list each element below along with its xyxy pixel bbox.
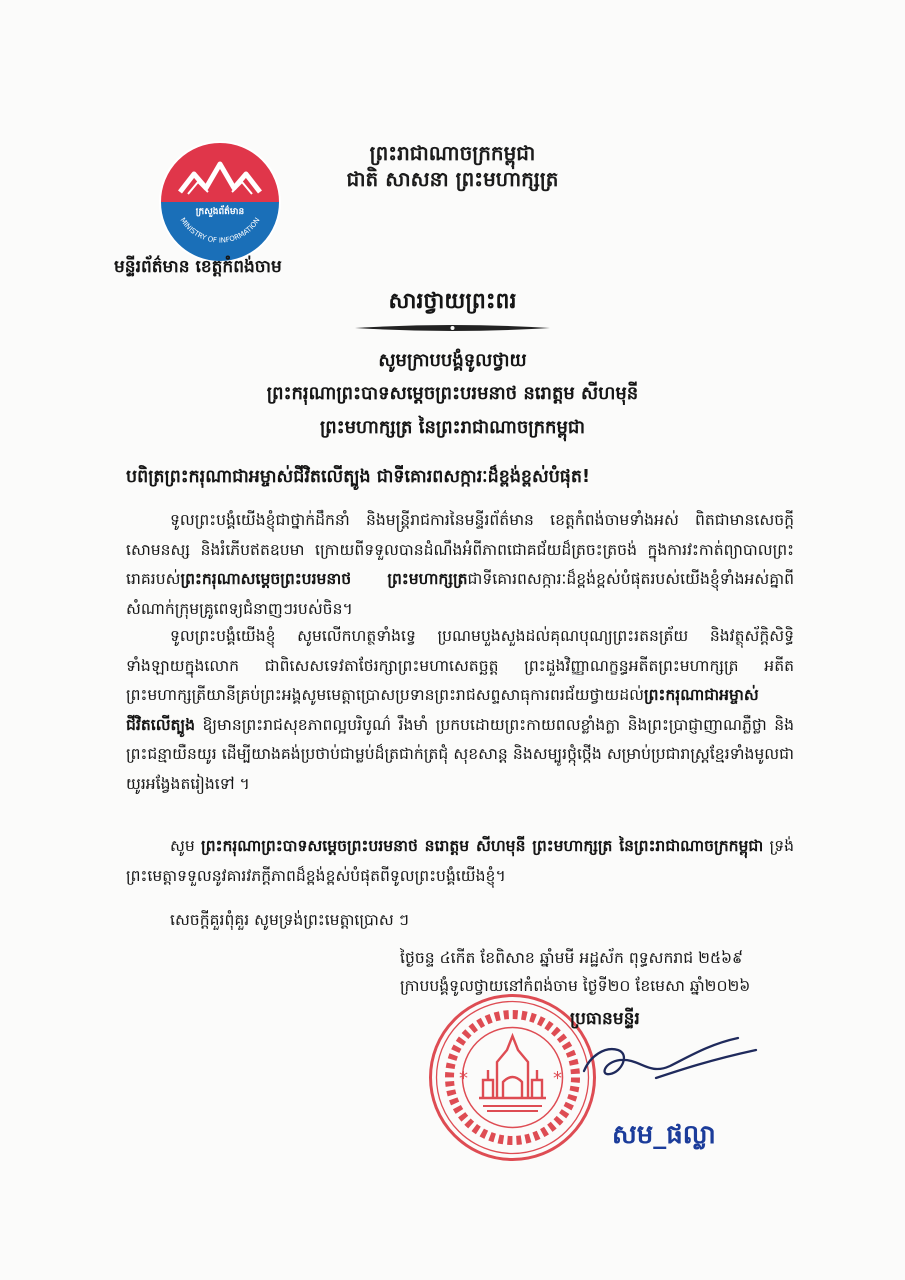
p2-text-2: ឱ្យមានព្រះរាជសុខភាពល្អបរិបូណ៌ រឹងមាំ ប្រកបដោយព្រះកាយពលខ្លាំងក្លា និងព្រះប្រាជ្ញាញាណភ្លឺថ្លា និងព្រះជន្មាយឺនយូរ ដើម្បីយាងគង់ប្រថាប់ជាម្លប់ដ៏ត្រជាក់ត្រជុំ សុខសាន្ត និងសម្បូរថ្កុំថ្កើង សម្រាប់ប្រជារាស្ត្រខ្មែរទាំងមូលជាយូរអង្វែងតរៀងទៅ ។ bbox=[126, 715, 794, 793]
date-solar: ក្រាបបង្គំទូលថ្វាយនៅកំពង់ចាម ថ្ងៃទី២០ ខែមេសា ឆ្នាំ២០២៦ bbox=[400, 977, 751, 995]
p1-bold: ព្រះករុណាសម្តេចព្រះបរមនាថ ព្រះមហាក្សត្រ bbox=[180, 570, 468, 588]
signer-title: ប្រធានមន្ទីរ bbox=[570, 1009, 640, 1029]
national-motto: ជាតិ សាសនា ព្រះមហាក្សត្រ bbox=[346, 167, 559, 191]
p2-text-1: ទូលព្រះបង្គំយើងខ្ញុំ សូមលើកហត្ថទាំងទ្វេ ប្រណមបួងសួងដល់គុណបុណ្យព្រះរតនត្រ័យ និងវត្ថុស័ក្តិសិទ្ធិទាំងឡាយក្នុងលោក ជាពិសេសទេវតាថែរក្សាព្រះមហាសេតច្ឆត្ត ព្រះដួងវិញ្ញាណក្ខន្ធអតីតព្រះមហាក្សត្រ អតីតព្រះមហាក្សត្រីយានីគ្រប់ព្រះអង្គសូមមេត្តាប្រោសប្រទានព្រះរាជសព្ទសាធុការពរជ័យថ្វាយដល់ bbox=[126, 627, 794, 704]
logo-khmer-text: ក្រសួងព័ត៌មាន bbox=[195, 207, 245, 217]
address-line-2: ព្រះករុណាព្រះបាទសម្តេចព្រះបរមនាថ នរោត្តម សីហមុនី bbox=[266, 383, 639, 404]
svg-text:*: * bbox=[459, 1068, 468, 1089]
logo-english-text: MINISTRY OF INFORMATION bbox=[178, 216, 262, 245]
handwritten-signature bbox=[560, 1016, 760, 1096]
svg-text:*: * bbox=[553, 1068, 562, 1089]
p3-text-2: ទ្រង់ព្រះមេត្តាទទួលនូវគារវភក្តីភាពដ៏ខ្ពង់ខ្ពស់បំផុតពីទូលព្រះបង្គំយើងខ្ញុំ។ bbox=[126, 837, 794, 885]
p2-bold: ព្រះករុណាជាអម្ចាស់ជីវិតលើត្បូង bbox=[126, 686, 759, 734]
p3-bold: ព្រះករុណាព្រះបាទសម្តេចព្រះបរមនាថ នរោត្តម សីហមុនី ព្រះមហាក្សត្រ នៃព្រះរាជាណាចក្រកម្ពុជា bbox=[201, 837, 764, 855]
p1-text-2: ជាទីគោរពសក្ការៈដ៏ខ្ពង់ខ្ពស់បំផុតរបស់យើងខ្ញុំទាំងអស់គ្នាពីសំណាក់ក្រុមគ្រូពេទ្យជំនាញៗរបស់ចិន។ bbox=[126, 570, 794, 618]
p3-text-1: សូម bbox=[170, 837, 202, 855]
letter-title: សារថ្វាយព្រះពរ bbox=[388, 289, 517, 314]
kingdom-header: ព្រះរាជាណាចក្រកម្ពុជា bbox=[369, 141, 536, 165]
salutation: បពិត្រព្រះករុណាជាអម្ចាស់ជីវិតលើត្បូង ជាទីគោរពសក្ការៈដ៏ខ្ពង់ខ្ពស់បំផុត! bbox=[126, 467, 591, 487]
date-lunar: ថ្ងៃចន្ទ ៤កើត ខែពិសាខ ឆ្នាំមមី អដ្ឋស័ក ពុទ្ធសករាជ ២៥៦៩ bbox=[400, 949, 744, 967]
paragraph-1 bbox=[126, 506, 794, 624]
org-name: មន្ទីរព័ត៌មាន ខេត្តកំពង់ចាម bbox=[114, 257, 282, 277]
title-ornament bbox=[355, 323, 550, 333]
address-line-1: សូមក្រាបបង្គំទូលថ្វាយ bbox=[378, 350, 527, 371]
address-line-3: ព្រះមហាក្សត្រ នៃព្រះរាជាណាចក្រកម្ពុជា bbox=[319, 417, 586, 438]
p1-text-1: ទូលព្រះបង្គំយើងខ្ញុំជាថ្នាក់ដឹកនាំ និងមន្ត្រីរាជការនៃមន្ទីរព័ត៌មាន ខេត្តកំពង់ចាមទាំងអស់ ពិតជាមានសេចក្តីសោមនស្ស និងរំភើបឥតឧបមា ក្រោយពីទទួលបានដំណឹងអំពីភាពជោគជ័យដ៏ត្រចះត្រចង់ ក្នុងការវះកាត់ព្យាបាលព្រះរោគរបស់ bbox=[126, 511, 794, 588]
paragraph-2 bbox=[126, 622, 794, 799]
signer-name: សម_ផល្លា bbox=[612, 1120, 716, 1150]
closing-line: សេចក្តីគួរពុំគួរ សូមទ្រង់ព្រះមេត្តាប្រោស ៗ bbox=[170, 911, 409, 929]
paragraph-3 bbox=[126, 832, 794, 891]
ministry-logo bbox=[158, 140, 282, 264]
